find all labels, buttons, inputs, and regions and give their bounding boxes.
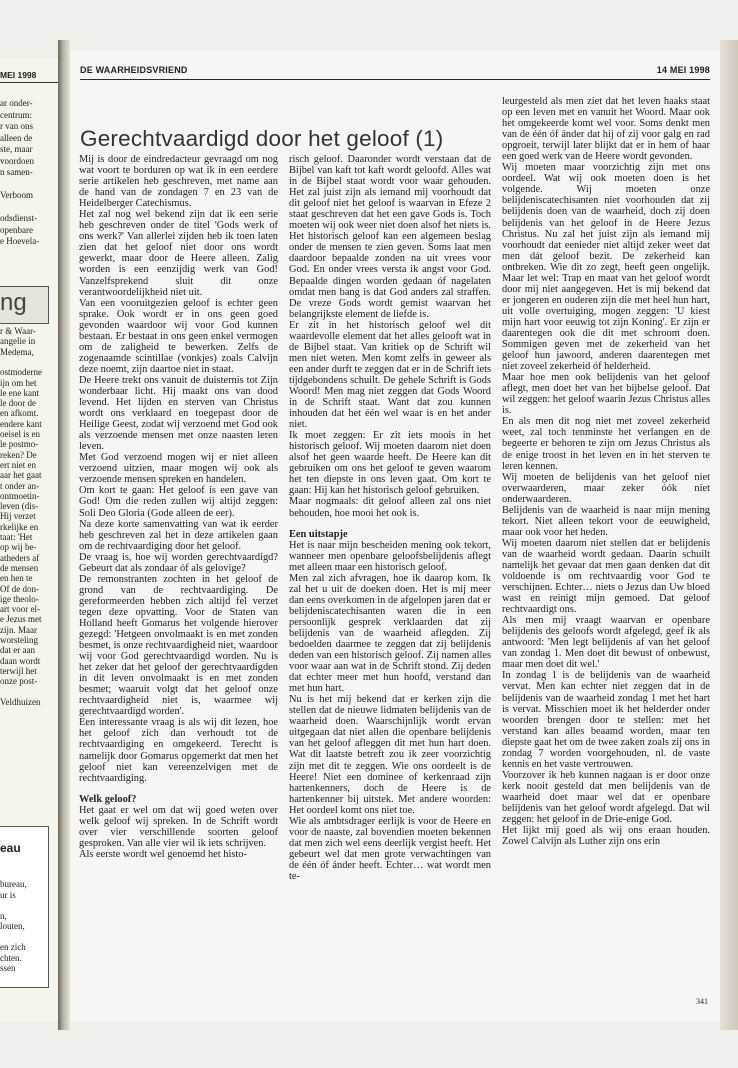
paragraph: Als men mij vraagt waarvan er openbare belijdenis des geloofs wordt afgelegd, geef ik als antwoord: 'Men legt belijdenis af van het geloof van zondag 1. Men doet dit bewust of onbewust, maar men doet dit wel.' <box>502 615 710 671</box>
paragraph: Maar hoe men ook belijdenis van het geloof aflegt, men doet het van het bijbelse geloof. Dat wil zeggen: het geloof waarin Jezus Christus alles is. <box>502 372 710 417</box>
previous-page-header: MEI 1998 <box>0 70 37 80</box>
subheading-welk-geloof: Welk geloof? <box>79 793 137 805</box>
previous-page-line: louten, <box>0 921 25 931</box>
paragraph: Als eerste wordt wel genoemd het histo- <box>79 848 247 860</box>
article-column-1 <box>79 154 278 860</box>
paragraph: risch geloof. Daaronder wordt verstaan dat de Bijbel van kaft tot kaft wordt geloofd. Alles wat in de Bijbel staat wordt voor waar gehouden. Het zal juist zijn als iemand mij voorhoudt dat dit geloof niet het geloof is waarvan in Efeze 2 staat geschreven dat het een gave Gods is. Toch moeten wij ook weer niet doen alsof het niets is. Het historisch geloof kan een algemeen beslag onder de mensen te zien geven. Soms laat men daardoor bepaalde zonden na uit vrees voor God. En onder vrees versta ik angst voor God. Bepaalde dingen worden gedaan óf nagelaten omdat men bang is dat God anders zal straffen. De vreze Gods wordt gemist waarvan het belangrijkste element de liefde is. <box>289 154 491 320</box>
main-page <box>70 50 720 1022</box>
previous-page-line: taat: 'Het <box>0 532 33 542</box>
article-column-3 <box>502 96 710 847</box>
previous-page-line: en zich <box>0 942 26 952</box>
paragraph: Wij moeten daarom niet stellen dat er belijdenis van de waarheid wordt gedaan. Daarin schuilt namelijk het gevaar dat men gaan denken dat dit voldoende is om rechtvaardig voor God te verschijnen. Echter… niets o Jezus dan Uw bloed wast en reinigt mijn gemoed. Dat geloof rechtvaardigt ons. <box>502 537 710 616</box>
paragraph: Van een vooruitgezien geloof is echter geen sprake. Ook wordt er in ons geen goed gevonden waardoor wij voor God kunnen bestaan. Er bestaat in ons geen enkel vermogen om de zaligheid te bewerken. Zelfs de zogenaamde scintillae (vonkjes) zoals Calvijn deze noemt, zijn daartoe niet in staat. <box>79 297 278 375</box>
publication-name: DE WAARHEIDSVRIEND <box>80 65 188 75</box>
paragraph: Wij moeten maar voorzichtig zijn met ons oordeel. Wat wij ook moeten doen is het volgende. Wij moeten onze belijdeniscatechisanten niet voorhouden dat zij belijdenis doen van de waarheid, doch zij doen belijdenis van het geloof in de Heere Jezus Christus. Nu zal het juist zijn als iemand mij voorhoudt dat eenieder niet altijd zeker weet dat men dát geloof bezit. De zekerheid kan ontbreken. Wie dit zo zegt, heeft geen ongelijk. Maar let wel: Trap en maat van het geloof wordt door mij niet aangegeven. Het is mij bekend dat er jongeren en ouderen zijn die met heel hun hart, uit volle overtuiging, mogen zeggen: 'U kiest mijn hart voor eeuwig tot zijn Koning'. Er zijn er daarentegen ook die dit met schroom doen. Sommigen geven met de zekerheid van het geloof hun jawoord, anderen daarentegen met niet zoveel zekerheid óf helderheid. <box>502 162 710 373</box>
previous-page-line: r & Waar- <box>0 326 36 336</box>
previous-page-line: ar onder- <box>0 98 33 108</box>
paragraph: leurgesteld als men ziet dat het leven haaks staat op een leven met en vanuit het Woord. Maar ook het omgekeerde komt wel voor. Soms denkt men van de één óf ánder dat hij of zij voor galg en rad opgroeit, terwijl later blijkt dat er in hem of haar een goed werk van de Heere wordt gevonden. <box>502 96 710 163</box>
paragraph: Maar nogmaals: dit geloof alleen zal ons niet behouden, hoe mooi het ook is. <box>289 496 491 519</box>
paragraph: Wie als ambtsdrager eerlijk is voor de Heere en voor de naaste, zal bovendien moeten bekennen dat men zich wel eens deerlijk vergist heeft. Het gebeurt wel dat men grote verwachtingen van de één óf ánder heeft. Echter… wat wordt men te- <box>289 815 491 882</box>
previous-page-line: zijn. Maar <box>0 624 37 635</box>
previous-page-line: n samen- <box>0 167 33 177</box>
paragraph: Na deze korte samenvatting van wat ik eerder heb geschreven zal het in deze artikelen gaan om de rechtvaardiging door het geloof. <box>79 518 278 552</box>
previous-page-line: openbare <box>0 224 33 235</box>
previous-page-line: alleen de <box>0 132 33 143</box>
paragraph: Het zal nog wel bekend zijn dat ik een serie heb geschreven onder de titel 'Gods werk of ons werk?' Van allerlei zijden heb ik toen laten zien dat het geloof niet door ons wordt gewerkt, maar door de Heere alleen. Zalig worden is een eenzijdig werk van God! Vanzelfsprekend sluit dit onze verantwoordelijkheid niet uit. <box>79 209 278 298</box>
paragraph: Het is naar mijn bescheiden mening ook tekort, wanneer men openbare geloofsbelijdenis aflegt met alleen maar een historisch geloof. <box>289 539 491 573</box>
paragraph: Men zal zich afvragen, hoe ik daarop kom. Ik zal het u uit de doeken doen. Het is mij meer dan eens overkomen in de afgelopen jaren dat er belijdeniscatechisanten waren die in een persoonlijk gesprek verklaarden dat zij belijdenis van de waarheid aflegden. Zij bedoelden daarmee te zeggen dat zij belijdenis deden van een historisch geloof. Zij namen alles voor waar aan wat in de Schrift stond. Zij deden dat echter meer met hun hoofd, verstand dan met hun hart. <box>289 572 491 695</box>
previous-page-line: en afkomt. <box>0 408 39 419</box>
paragraph: Een interessante vraag is als wij dit lezen, hoe het geloof zich dan verhoudt tot de rechtvaardiging en omgekeerd. Terecht is namelijk door Gomarus opgemerkt dat men het geloof niet kan vereenzelvigen met de rechtvaardiging. <box>79 717 278 784</box>
previous-page-info-box <box>0 826 49 988</box>
previous-page-line: op wij be- <box>0 542 37 553</box>
paragraph: De remonstranten zochten in het geloof de grond van de rechtvaardiging. De gereformeerden hebben zich altijd fel verzet tegen deze opvatting. Voor de Staten van Holland heeft Gomarus het volgende hierover gezegd: 'Hetgeen onvolmaakt is en met zonden besmet, is onze rechtvaardigheid niet, waardoor wij voor God gerechtvaardigd worden. Nu is het zeker dat het geloof der gerechtvaardigden in dit leven onvolmaakt is en met zonden besmet; waaruit volgt dat het geloof onze rechtvaardigheid niet is, waarmee wij gerechtvaardigd worden'. <box>79 573 278 718</box>
previous-page-line: centrum: <box>0 109 32 120</box>
previous-page-line: terwijl het <box>0 665 37 676</box>
previous-page-line: e Jezus met <box>0 614 42 625</box>
previous-page-line: ssen <box>0 963 16 973</box>
previous-page-line: rkelijke en <box>0 521 39 532</box>
paragraph: Wij moeten de belijdenis van het geloof niet overwaarderen, maar zeker óók niet onderwaarderen. <box>502 471 710 505</box>
paragraph: Het lijkt mij goed als wij ons eraan houden. Zowel Calvijn als Luther zijn ons erin <box>502 825 710 848</box>
previous-page-box-title: eau <box>0 841 21 855</box>
previous-page-line: e Hoevela- <box>0 236 40 246</box>
paragraph: De Heere trekt ons vanuit de duisternis tot Zijn wonderbaar licht. Hij maakt ons van dood levend. Het lijden en sterven van Christus wordt ons verklaard en toegepast door de Heilige Geest, zodat wij verzoend met God ook als verzoende mensen met onze naasten leren leven. <box>79 374 278 453</box>
previous-page-line: ert niet en <box>0 459 36 470</box>
previous-page-line: ste, maar <box>0 144 33 154</box>
previous-page-line: ostmoderne <box>0 367 42 378</box>
paragraph: Voorzover ik heb kunnen nagaan is er door onze kerk nooit gesteld dat men belijdenis van de waarheid doet maar wel dat er openbare belijdenis van het geloof wordt afgelegd. Dat wil zeggen: het geloof in de Drie-enige God. <box>502 769 710 826</box>
previous-page-line: le door de <box>0 398 36 409</box>
running-header <box>80 65 710 75</box>
paragraph: Het gaat er wel om dat wij goed weten over welk geloof wij spreken. In de Schrift wordt over vier verschillende soorten geloof gesproken. Van alle vier wil ik iets schrijven. <box>79 804 278 849</box>
issue-date: 14 MEI 1998 <box>656 65 710 75</box>
previous-page-line: en hen te <box>0 573 33 584</box>
previous-page-line: le postmo- <box>0 439 39 450</box>
paragraph: Ik moet zeggen: Er zit iets moois in het historisch geloof. Wij moeten daarom niet doen alsof het geen waarde heeft. De Heere kan dit gebruiken om ons het geloof te geven waarom het ten diepste in ons leven gaat. Om kort te gaan: Hij kan het historisch geloof gebruiken. <box>289 430 491 497</box>
previous-page-line: angelie in <box>0 336 36 347</box>
previous-page-line: onze post- <box>0 676 38 687</box>
previous-page-line: ontmoetin- <box>0 490 40 501</box>
previous-page-ad-fragment: ng <box>0 289 27 316</box>
paragraph: Nu is het mij bekend dat er kerken zijn die stellen dat de nieuwe lidmaten belijdenis van de waarheid doen. Waarschijnlijk wordt ervan uitgegaan dat niet allen die openbare belijdenis van het geloof afleggen dit met hun hart doen. Wat dit laatste betreft zou ik zeer voorzichtig zijn met dit te zeggen. Wie ons oordeelt is de Heere! Niet een dominee of kerkenraad zijn hartenkenners, doch de Heere is de hartenkenner bij uitstek. Met andere woorden: Het oordeel komt ons niet toe. <box>289 694 491 816</box>
article-title: Gerechtvaardigd door het geloof (1) <box>80 126 444 151</box>
paragraph: Belijdenis van de waarheid is naar mijn mening tekort. Niet alleen tekort voor de eeuwigheid, maar ook voor het heden. <box>502 504 710 538</box>
previous-page-fragment <box>0 58 59 1022</box>
previous-page-line: ur is <box>0 889 16 900</box>
previous-page-line: t onder an- <box>0 480 39 491</box>
previous-page-line: n, <box>0 910 7 921</box>
previous-page-line: reken? De <box>0 449 37 460</box>
page-edge <box>720 40 738 1030</box>
previous-page-line: voordoen <box>0 155 34 166</box>
previous-page-line: Medema, <box>0 346 34 357</box>
previous-page-line: endere kant <box>0 418 42 429</box>
previous-page-line: aar het gaat <box>0 470 42 481</box>
paragraph: Om kort te gaan: Het geloof is een gave van God! Om die reden zullen wij altijd zeggen: Soli Deo Gloria (Gode alleen de eer). <box>79 485 278 519</box>
previous-page-line: art voor el- <box>0 604 40 615</box>
previous-page-line: odsdienst- <box>0 213 37 223</box>
paragraph: De vraag is, hoe wij worden gerechtvaardigd? Gebeurt dat als zondaar óf als gelovige? <box>79 551 278 574</box>
previous-page-line: daan wordt <box>0 655 41 666</box>
paragraph: Met God verzoend mogen wij er niet alleen verzoend uitzien, maar mogen wij ook als verzoende mensen spreken en handelen. <box>79 452 278 486</box>
previous-page-line: dat er aan <box>0 645 35 656</box>
previous-page-line: Hij verzet <box>0 511 36 522</box>
previous-page-line: Verboom <box>0 190 33 200</box>
previous-page-line: leven (dis- <box>0 501 39 512</box>
article-column-2 <box>289 154 491 882</box>
previous-page-line: atheders af <box>0 552 40 563</box>
previous-page-line: r van ons <box>0 121 33 131</box>
previous-page-line: bureau, <box>0 879 27 889</box>
previous-page-line: ige theolo- <box>0 593 39 604</box>
previous-page-line: Of de don- <box>0 583 39 594</box>
previous-page-line: Veldhuizen <box>0 696 41 707</box>
subheading-een-uitstapje: Een uitstapje <box>289 528 348 540</box>
paragraph: Mij is door de eindredacteur gevraagd om nog wat voort te borduren op wat ik in een eerdere serie artikelen heb geschreven, met name aan de hand van de zondagen 7 en 23 van de Heidelberger Catechismus. <box>79 154 278 210</box>
book-gutter <box>58 40 70 1030</box>
previous-page-line: worsteling <box>0 635 38 645</box>
paragraph: Er zit in het historisch geloof wel dit waardevolle element dat het alles gelooft wat in de Bijbel staat. Van kritiek op de Schrift wil men niet weten. Men komt zelfs in geweer als een ander durft te zeggen dat er in de Schrift iets tijdgebondens schuilt. De gehele Schrift is Gods Woord! Men mag niet zeggen dat Gods Woord in de Schrift staat. Want dat zou kunnen inhouden dat het één wel waar is en het ander niet. <box>289 319 491 431</box>
paragraph: In zondag 1 is de belijdenis van de waarheid vervat. Men kan echter niet zeggen dat in de belijdenis van de waarheid zondag 1 met het hart is vervat. Misschien moet ik het helderder onder woorden brengen door te stellen: met het verstand kan alles beaamd worden, maar ten diepste gaat het om de twee zaken zoals zij ons in zondag 7 worden voorgehouden, nl. de vaste kennis en het vaste vertrouwen. <box>502 670 710 770</box>
header-rule <box>80 79 710 80</box>
previous-page-line: ijn om het <box>0 377 37 388</box>
previous-page-line: de mensen <box>0 562 39 573</box>
previous-page-line: le ene kant <box>0 387 39 398</box>
previous-page-ad-box <box>0 286 49 324</box>
previous-page-rule <box>0 82 58 83</box>
previous-page-line: oeisel is en <box>0 429 40 439</box>
paragraph: En als men dit nog niet met zoveel zekerheid weet, zal toch tenminste het verlangen en de begeerte er behoren te zijn om Jezus Christus als de enige troost in het leven en in het sterven te leren kennen. <box>502 416 710 472</box>
page-number: 341 <box>696 997 708 1006</box>
previous-page-line: chten. <box>0 952 22 963</box>
